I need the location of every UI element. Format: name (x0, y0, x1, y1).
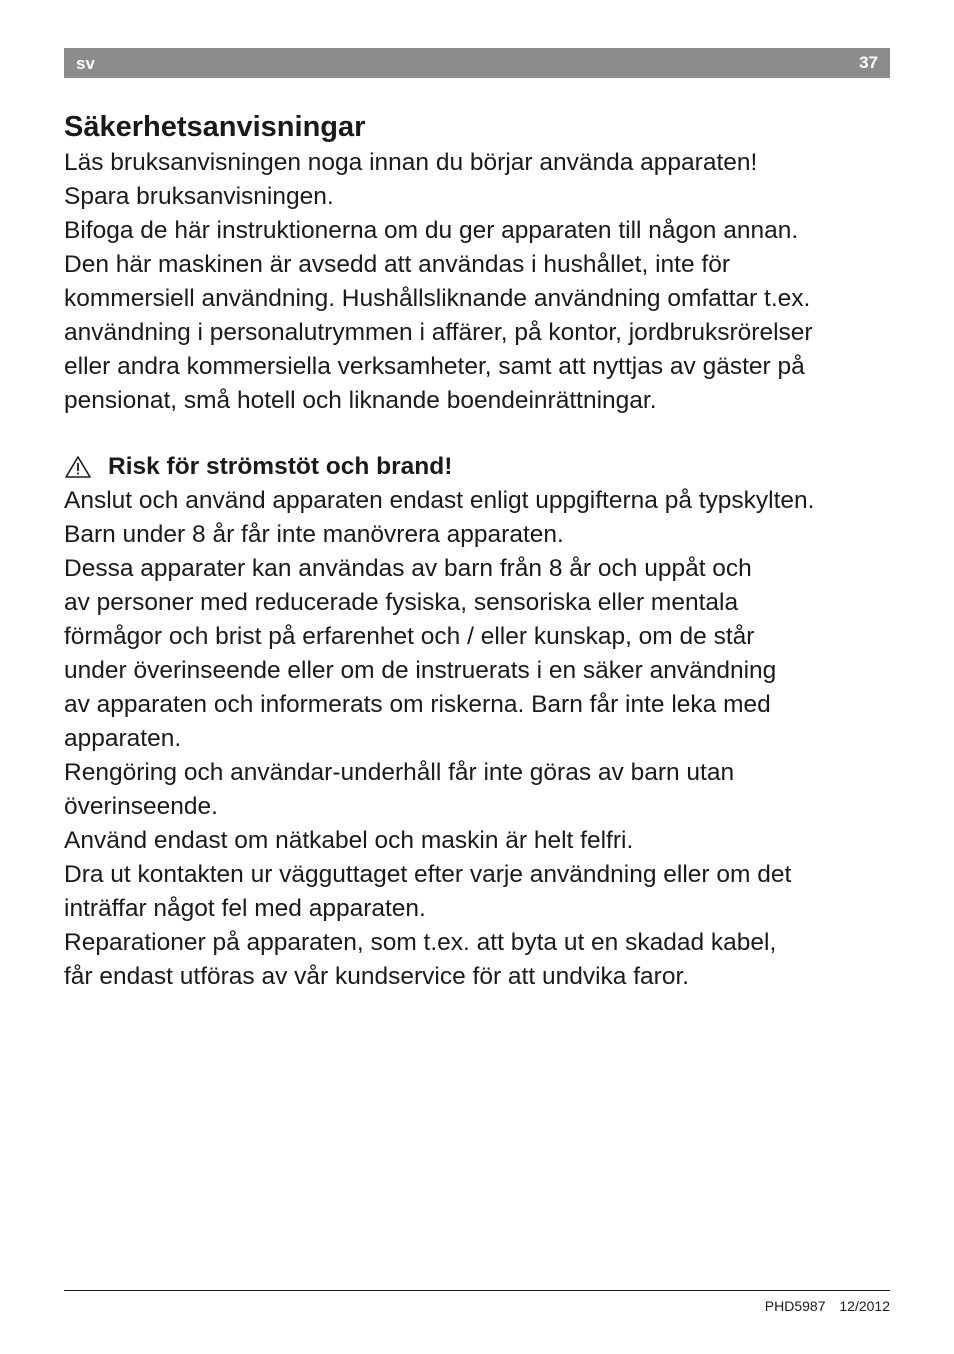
footer (765, 1298, 890, 1314)
warning-line: Dessa apparater kan användas av barn från 8 år och uppåt och (64, 555, 752, 582)
warning-line: apparaten. (64, 725, 182, 752)
language-code: sv (76, 54, 95, 73)
footer-divider (64, 1290, 890, 1291)
warning-line: Dra ut kontakten ur vägguttaget efter varje användning eller om det (64, 861, 792, 888)
intro-line: Bifoga de här instruktionerna om du ger apparaten till någon annan. (64, 217, 799, 244)
intro-line: Den här maskinen är avsedd att användas i hushållet, inte för (64, 251, 730, 278)
intro-line: kommersiell användning. Hushållsliknande användning omfattar t.ex. (64, 285, 811, 312)
warning-line: överinseende. (64, 793, 218, 820)
section-title: Säkerhetsanvisningar (64, 111, 366, 143)
spacer (64, 418, 894, 450)
warning-line: under överinseende eller om de instruerats i en säker användning (64, 657, 777, 684)
intro-line: Läs bruksanvisningen noga innan du börjar använda apparaten! (64, 149, 758, 176)
warning-heading (64, 450, 894, 484)
warning-line: Rengöring och användar-underhåll får inte göras av barn utan (64, 759, 735, 786)
warning-line: Reparationer på apparaten, som t.ex. att byta ut en skadad kabel, (64, 929, 777, 956)
warning-line: av personer med reducerade fysiska, sensoriska eller mentala (64, 589, 739, 616)
page-header-bar (64, 48, 890, 78)
warning-triangle-icon (64, 455, 92, 479)
intro-line: Spara bruksanvisningen. (64, 183, 334, 210)
publication-date: 12/2012 (839, 1298, 890, 1314)
warning-line: av apparaten och informerats om riskerna. Barn får inte leka med (64, 691, 771, 718)
warning-line: Anslut och använd apparaten endast enligt uppgifterna på typskylten. (64, 487, 815, 514)
warning-line: inträffar något fel med apparaten. (64, 895, 426, 922)
warning-line: Barn under 8 år får inte manövrera apparaten. (64, 521, 564, 548)
intro-line: eller andra kommersiella verksamheter, samt att nyttjas av gäster på (64, 353, 805, 380)
page-number: 37 (859, 53, 878, 72)
main-content (64, 108, 894, 994)
intro-line: pensionat, små hotell och liknande boendeinrättningar. (64, 387, 657, 414)
warning-line: Använd endast om nätkabel och maskin är helt felfri. (64, 827, 634, 854)
model-number: PHD5987 (764, 1298, 826, 1314)
warning-line: får endast utföras av vår kundservice för att undvika faror. (64, 963, 690, 990)
intro-line: användning i personalutrymmen i affärer, på kontor, jordbruksrörelser (64, 319, 813, 346)
warning-heading-text: Risk för strömstöt och brand! (108, 453, 453, 480)
warning-line: förmågor och brist på erfarenhet och / eller kunskap, om de står (64, 623, 755, 650)
